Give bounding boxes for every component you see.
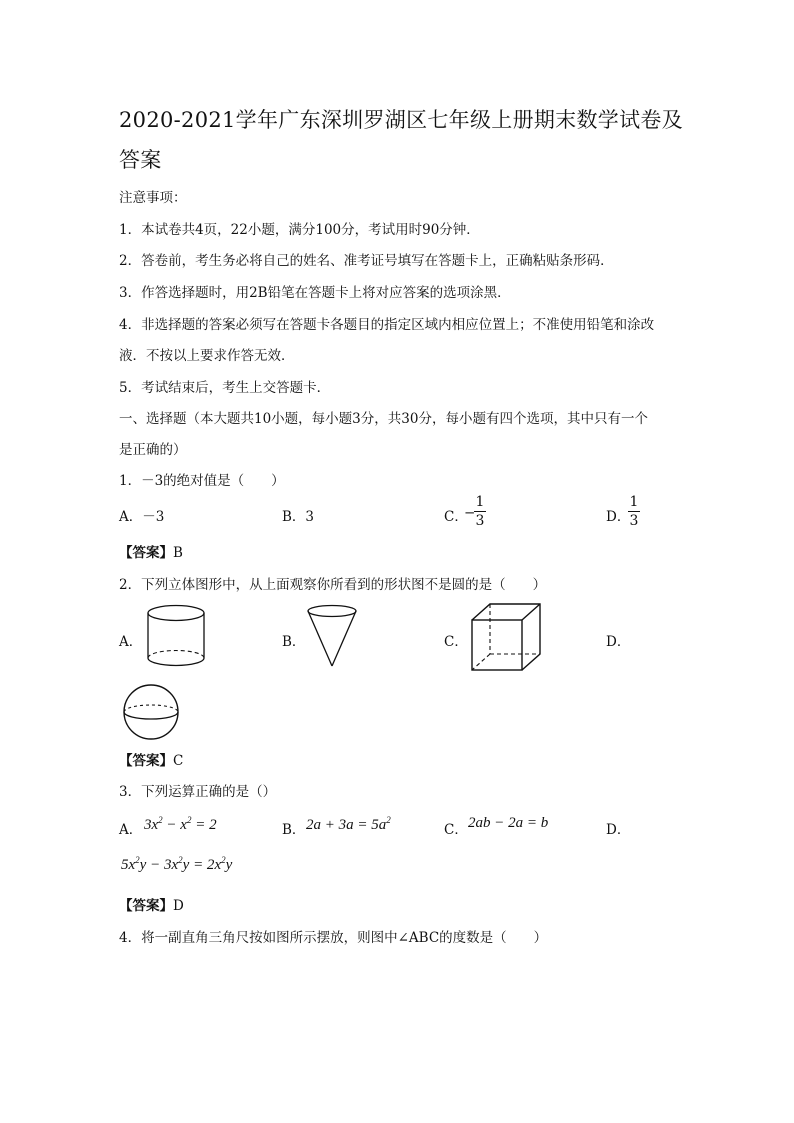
q1-option-c-fraction [473, 493, 487, 530]
q3-option-c-label: C． [444, 822, 468, 838]
cone-icon [306, 604, 358, 668]
notes-heading: 注意事项： [119, 190, 187, 206]
q2-answer [119, 749, 183, 769]
note-item: 4．非选择题的答案必须写在答题卡各题目的指定区域内相应位置上；不准使用铅笔和涂改 [119, 317, 655, 333]
q3-option-a-expression: $3x^2 - x^2 = 2$ [144, 815, 217, 833]
note-item: 1．本试卷共4页，22小题，满分100分，考试用时90分钟． [119, 222, 480, 238]
sphere-icon [122, 683, 180, 741]
q2-option-b: B． [282, 634, 306, 650]
q3-option-b-label: B． [282, 822, 306, 838]
answer-value: B [173, 545, 183, 561]
cylinder-icon [144, 602, 210, 672]
q3-option-b-expression: $2a + 3a = 5a^2$ [306, 815, 391, 833]
q1-option-a: A．－3 [119, 509, 165, 525]
q2-option-d: D． [606, 634, 631, 650]
cube-icon [470, 602, 542, 672]
q3-option-d-expression: $5x^2y - 3x^2y = 2x^2y$ [121, 855, 233, 873]
q1-answer [119, 541, 183, 561]
question-4-stem: 4．将一副直角三角尺按如图所示摆放，则图中∠ABC的度数是（ ） [119, 930, 548, 946]
q1-option-c-sign: − [464, 505, 476, 521]
page-title-continued: 答案 [119, 148, 162, 172]
q3-option-a-label: A． [119, 822, 143, 838]
note-item: 5．考试结束后，考生上交答题卡． [119, 380, 331, 396]
q3-option-d-label: D． [606, 822, 631, 838]
q1-option-b: B．3 [282, 509, 315, 525]
section-heading: 一、选择题（本大题共10小题，每小题3分，共30分，每小题有四个选项，其中只有一个 [119, 411, 648, 427]
q3-answer [119, 894, 184, 914]
answer-tag: 【答案】 [119, 545, 173, 561]
page-title: 2020-2021学年广东深圳罗湖区七年级上册期末数学试卷及 [119, 108, 683, 132]
q3-option-c-expression: 2ab − 2a = b [468, 815, 549, 831]
question-1-stem: 1．－3的绝对值是（ ） [119, 473, 285, 489]
q1-option-d-fraction [627, 493, 641, 530]
q2-option-c: C． [444, 634, 468, 650]
q2-option-a: A． [119, 634, 143, 650]
q1-option-c-label: C． [444, 509, 468, 525]
question-2-stem: 2．下列立体图形中，从上面观察你所看到的形状图不是圆的是（ ） [119, 577, 547, 593]
answer-tag: 【答案】 [119, 753, 173, 769]
q1-option-d-label: D． [606, 509, 631, 525]
note-item: 2．答卷前，考生务必将自己的姓名、准考证号填写在答题卡上，正确粘贴条形码． [119, 253, 614, 269]
fraction-numerator: 1 [629, 494, 639, 510]
fraction-denominator: 3 [629, 513, 639, 529]
answer-tag: 【答案】 [119, 898, 173, 914]
section-heading-continued: 是正确的） [119, 442, 187, 458]
fraction-numerator: 1 [475, 494, 485, 510]
answer-value: D [173, 898, 184, 914]
fraction-denominator: 3 [475, 513, 485, 529]
question-3-stem: 3．下列运算正确的是（） [119, 784, 277, 800]
note-item: 3．作答选择题时，用2B铅笔在答题卡上将对应答案的选项涂黑． [119, 285, 511, 301]
answer-value: C [173, 753, 184, 769]
note-item: 液．不按以上要求作答无效． [119, 348, 295, 364]
